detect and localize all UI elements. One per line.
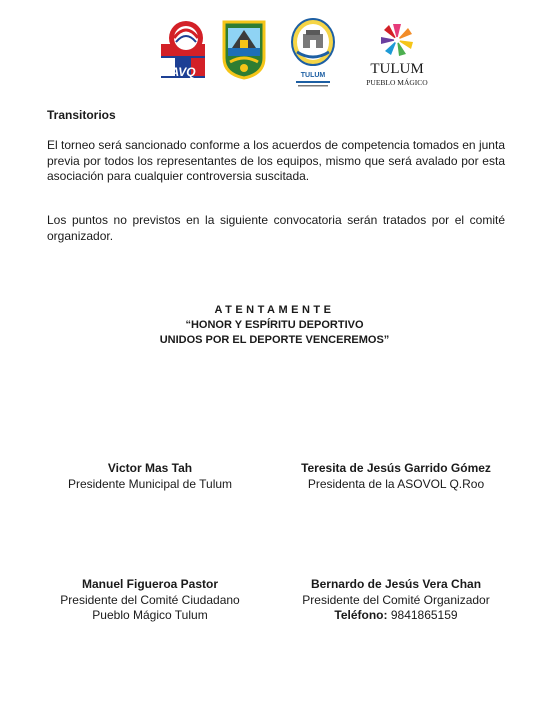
motto-line-2: UNIDOS POR EL DEPORTE VENCEREMOS” bbox=[159, 334, 390, 346]
signatory-name: Victor Mas Tah bbox=[107, 461, 193, 475]
signatory-name: Bernardo de Jesús Vera Chan bbox=[310, 577, 482, 591]
signature-block bbox=[30, 577, 270, 624]
tulum-pm-title: TULUM bbox=[370, 61, 424, 77]
phone-line bbox=[276, 608, 516, 624]
signature-block bbox=[30, 461, 270, 492]
paragraph-unforeseen: Los puntos no previstos en la siguiente convocatoria serán tratados por el comité organizador. bbox=[47, 213, 505, 243]
closing-block bbox=[0, 303, 549, 348]
signatory-name: Teresita de Jesús Garrido Gómez bbox=[301, 461, 491, 475]
tulum-pm-graphic bbox=[358, 18, 436, 90]
section-heading: Transitorios bbox=[47, 108, 116, 122]
avq-logo bbox=[160, 18, 206, 80]
signatory-title-line-2: Pueblo Mágico Tulum bbox=[92, 608, 208, 622]
shield-logo-graphic bbox=[220, 18, 268, 80]
salutation: ATENTAMENTE bbox=[214, 304, 335, 316]
phone-label: Teléfono: bbox=[334, 608, 388, 622]
paragraph-sanction: El torneo será sancionado conforme a los acuerdos de competencia tomados en junta previa por todos los representantes de los equipos, mismo que será avalado por esta asociación para cualquier controversia suscitada. bbox=[47, 138, 505, 183]
signatory-title: Presidente Municipal de Tulum bbox=[67, 476, 233, 491]
municipal-shield-logo bbox=[220, 18, 268, 80]
signature-block bbox=[276, 577, 516, 624]
tulum-pm-subtitle: PUEBLO MÁGICO bbox=[366, 78, 428, 87]
signatory-name: Manuel Figueroa Pastor bbox=[81, 577, 219, 591]
avq-logo-graphic bbox=[160, 18, 206, 80]
motto-line-1: “HONOR Y ESPÍRITU DEPORTIVO bbox=[185, 319, 364, 331]
signatory-title: Presidente del Comité Organizador bbox=[302, 592, 490, 607]
tulum-seal-graphic bbox=[288, 18, 338, 90]
signatory-title: Presidenta de la ASOVOL Q.Roo bbox=[307, 476, 485, 491]
tulum-seal-logo bbox=[288, 18, 338, 90]
phone-number: 9841865159 bbox=[390, 608, 458, 622]
avq-logo-text: AVQ bbox=[170, 65, 196, 79]
signatory-title: Presidente del Comité Ciudadano bbox=[60, 592, 240, 607]
signature-block bbox=[276, 461, 516, 492]
tulum-pueblo-magico-logo bbox=[358, 18, 436, 90]
tulum-seal-text: TULUM bbox=[300, 72, 326, 79]
